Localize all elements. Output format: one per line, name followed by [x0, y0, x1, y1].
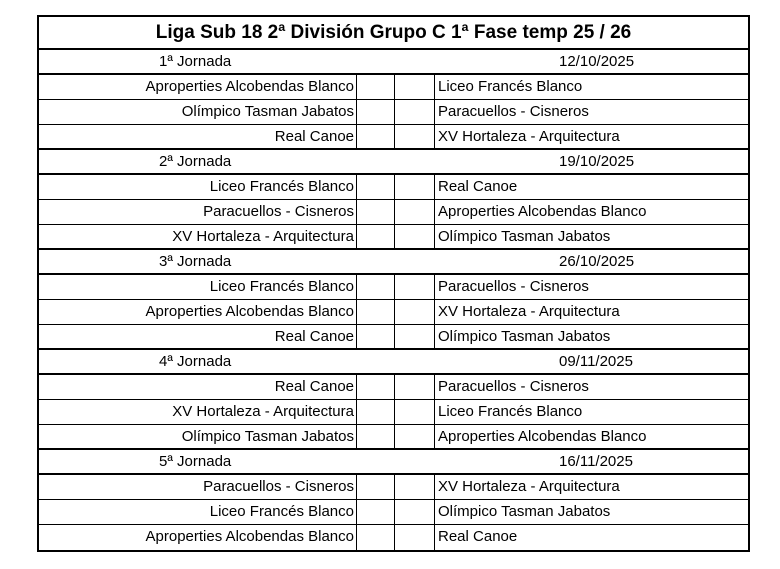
match-row	[39, 475, 748, 500]
match-row	[39, 425, 748, 450]
score-divider	[356, 175, 357, 199]
jornada-label: 4ª Jornada	[159, 353, 232, 370]
score-divider	[434, 75, 435, 99]
away-team: Olímpico Tasman Jabatos	[438, 228, 611, 245]
match-row	[39, 375, 748, 400]
jornada-header	[39, 150, 748, 175]
score-divider	[434, 100, 435, 124]
fixture-sheet	[37, 15, 750, 552]
away-team: Paracuellos - Cisneros	[438, 278, 589, 295]
jornada-date: 09/11/2025	[559, 353, 633, 370]
score-divider	[356, 500, 357, 524]
score-divider	[434, 425, 435, 448]
away-team: XV Hortaleza - Arquitectura	[438, 478, 620, 495]
home-team: Real Canoe	[274, 378, 354, 395]
away-team: XV Hortaleza - Arquitectura	[438, 303, 620, 320]
score-divider	[356, 125, 357, 148]
score-divider	[434, 400, 435, 424]
match-row	[39, 325, 748, 350]
score-divider	[356, 225, 357, 248]
home-team: Olímpico Tasman Jabatos	[181, 103, 354, 120]
score-divider	[394, 100, 395, 124]
away-team: Liceo Francés Blanco	[438, 78, 583, 95]
home-team: Liceo Francés Blanco	[209, 278, 354, 295]
score-divider	[394, 275, 395, 299]
score-divider	[434, 175, 435, 199]
jornada-label: 3ª Jornada	[159, 253, 232, 270]
jornada-date: 12/10/2025	[559, 53, 635, 70]
score-divider	[434, 500, 435, 524]
match-row	[39, 200, 748, 225]
home-team: Liceo Francés Blanco	[209, 503, 354, 520]
match-row	[39, 500, 748, 525]
away-team: Liceo Francés Blanco	[438, 403, 583, 420]
score-divider	[356, 275, 357, 299]
score-divider	[356, 400, 357, 424]
jornada-label: 5ª Jornada	[159, 453, 232, 470]
away-team: Paracuellos - Cisneros	[438, 378, 589, 395]
home-team: Olímpico Tasman Jabatos	[181, 428, 354, 445]
home-team: Real Canoe	[274, 128, 354, 145]
score-divider	[434, 375, 435, 399]
away-team: Real Canoe	[438, 528, 518, 545]
score-divider	[394, 75, 395, 99]
home-team: Aproperties Alcobendas Blanco	[145, 78, 354, 95]
jornada-header	[39, 350, 748, 375]
match-row	[39, 100, 748, 125]
score-divider	[394, 125, 395, 148]
away-team: XV Hortaleza - Arquitectura	[438, 128, 620, 145]
away-team: Real Canoe	[438, 178, 518, 195]
score-divider	[434, 525, 435, 550]
match-row	[39, 175, 748, 200]
jornada-date: 26/10/2025	[559, 253, 635, 270]
score-divider	[356, 75, 357, 99]
score-divider	[434, 275, 435, 299]
score-divider	[434, 125, 435, 148]
score-divider	[356, 525, 357, 550]
score-divider	[394, 375, 395, 399]
score-divider	[434, 200, 435, 224]
match-row	[39, 225, 748, 250]
match-row	[39, 125, 748, 150]
away-team: Aproperties Alcobendas Blanco	[438, 428, 647, 445]
score-divider	[434, 225, 435, 248]
home-team: Liceo Francés Blanco	[209, 178, 354, 195]
score-divider	[394, 475, 395, 499]
jornada-header	[39, 50, 748, 75]
score-divider	[434, 300, 435, 324]
score-divider	[394, 400, 395, 424]
score-divider	[356, 300, 357, 324]
home-team: Paracuellos - Cisneros	[203, 203, 354, 220]
sheet-title: Liga Sub 18 2ª División Grupo C 1ª Fase temp 25 / 26	[39, 17, 748, 50]
match-row	[39, 275, 748, 300]
score-divider	[356, 475, 357, 499]
match-row	[39, 525, 748, 550]
score-divider	[394, 500, 395, 524]
score-divider	[356, 325, 357, 348]
score-divider	[394, 325, 395, 348]
home-team: Aproperties Alcobendas Blanco	[145, 528, 354, 545]
away-team: Aproperties Alcobendas Blanco	[438, 203, 647, 220]
match-row	[39, 75, 748, 100]
score-divider	[394, 525, 395, 550]
match-row	[39, 400, 748, 425]
jornada-header	[39, 450, 748, 475]
score-divider	[356, 100, 357, 124]
away-team: Olímpico Tasman Jabatos	[438, 328, 611, 345]
match-row	[39, 300, 748, 325]
score-divider	[356, 200, 357, 224]
jornada-label: 2ª Jornada	[159, 153, 232, 170]
home-team: Aproperties Alcobendas Blanco	[145, 303, 354, 320]
score-divider	[356, 425, 357, 448]
score-divider	[356, 375, 357, 399]
score-divider	[434, 475, 435, 499]
jornada-label: 1ª Jornada	[159, 53, 232, 70]
score-divider	[394, 300, 395, 324]
home-team: XV Hortaleza - Arquitectura	[172, 228, 354, 245]
jornada-date: 16/11/2025	[559, 453, 633, 470]
score-divider	[394, 200, 395, 224]
score-divider	[394, 425, 395, 448]
home-team: Real Canoe	[274, 328, 354, 345]
away-team: Olímpico Tasman Jabatos	[438, 503, 611, 520]
score-divider	[394, 175, 395, 199]
away-team: Paracuellos - Cisneros	[438, 103, 589, 120]
home-team: Paracuellos - Cisneros	[203, 478, 354, 495]
jornada-date: 19/10/2025	[559, 153, 635, 170]
score-divider	[434, 325, 435, 348]
home-team: XV Hortaleza - Arquitectura	[172, 403, 354, 420]
score-divider	[394, 225, 395, 248]
jornada-header	[39, 250, 748, 275]
